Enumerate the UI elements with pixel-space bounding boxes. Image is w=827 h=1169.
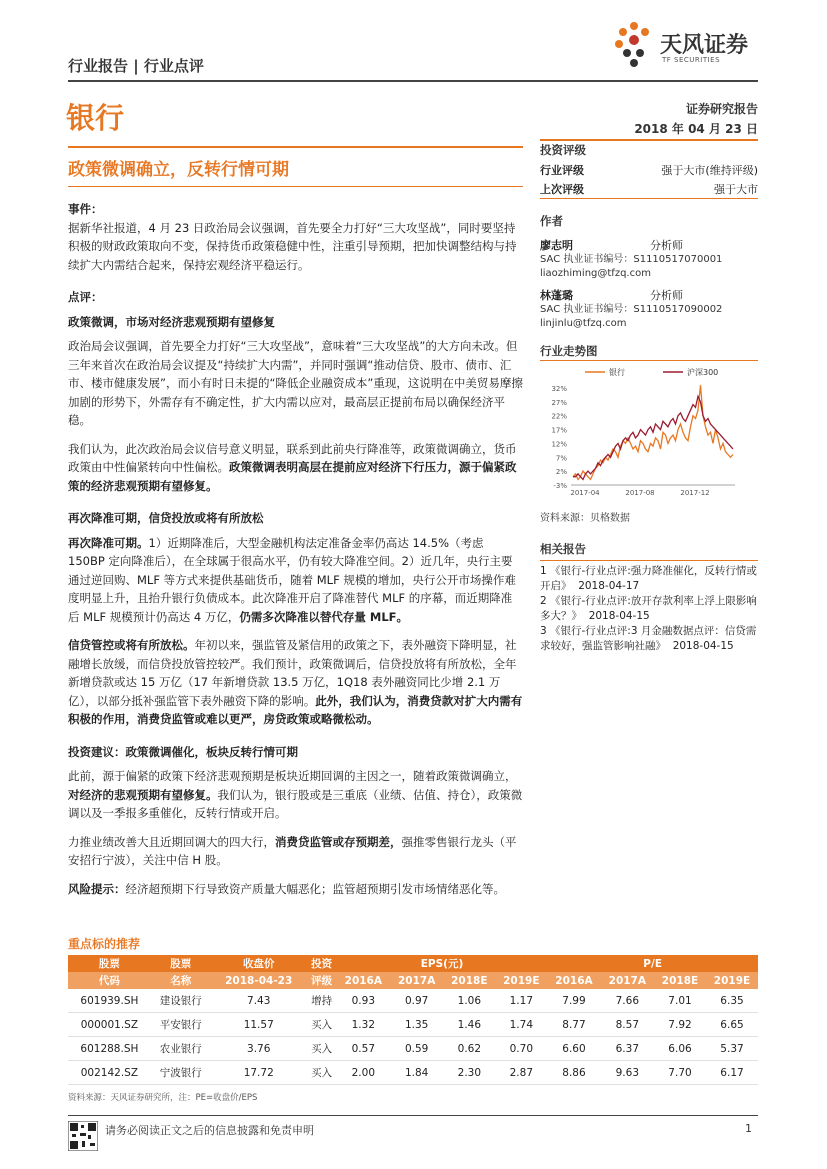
th-pe: P/E: [547, 955, 758, 972]
related-report-1-title[interactable]: 1 《银行-行业点评:强力降准催化，反转行情或开启》: [540, 565, 757, 592]
chart-source: 资料来源：贝格数据: [540, 513, 630, 524]
table-cell: 17.72: [211, 1061, 307, 1085]
table-cell: 6.65: [706, 1013, 758, 1037]
table-cell: 0.59: [390, 1037, 443, 1061]
table-cell: 2.00: [337, 1061, 390, 1085]
section3-heading: 投资建议：政策微调催化，板块反转行情可期: [68, 744, 298, 759]
related-heading: 相关报告: [540, 542, 586, 556]
legend-label-0: 银行: [609, 368, 625, 377]
related-report-2[interactable]: [540, 594, 758, 624]
th-close: 收盘价: [211, 955, 307, 972]
table-cell: 7.70: [654, 1061, 706, 1085]
table-cell: 11.57: [211, 1013, 307, 1037]
related-report-3-title[interactable]: 3 《银行-行业点评:3 月金融数据点评：信贷需求较好，强监管影响社融》: [540, 625, 757, 652]
table-cell: 000001.SZ: [68, 1013, 151, 1037]
table-cell: 0.57: [337, 1037, 390, 1061]
header-rule: [68, 80, 758, 82]
author-1: [540, 237, 758, 281]
th2-col-3: 评级: [307, 972, 337, 989]
legend-label-1: 沪深300: [687, 368, 719, 377]
y-tick-label: 2%: [555, 468, 567, 477]
section3-para1-bold: 对经济的悲观预期有望修复。: [68, 787, 218, 802]
table-row: [68, 1037, 758, 1061]
related-report-3[interactable]: [540, 624, 758, 654]
table-cell: 7.01: [654, 989, 706, 1013]
section3-para1-text-c: 我们认为，银行股或是三重底（业绩、估值、持仓），政策微调以及一季报多重催化，反转行情或开启。: [68, 787, 523, 820]
table-cell: 2.30: [443, 1061, 495, 1085]
y-tick-label: 7%: [555, 454, 567, 463]
section2-heading: 再次降准可期，信贷投放或将有所放松: [68, 511, 264, 525]
industry-rating-value: 强于大市(维持评级): [661, 164, 758, 177]
table-cell: 7.92: [654, 1013, 706, 1037]
table-cell: 0.62: [443, 1037, 495, 1061]
section1-para2-text: 我们认为，此次政治局会议信号意义明显，联系到此前央行降准等，政策微调确立，货币政策由中性偏紧转向中性偏松。: [68, 441, 517, 474]
section1-para2: [68, 440, 523, 496]
authors-heading: 作者: [540, 214, 563, 228]
event-heading: 事件：: [68, 202, 103, 216]
table-cell: 宁波银行: [151, 1061, 211, 1085]
industry-rating-label: 行业评级: [540, 164, 584, 177]
author-1-name: 廖志明: [540, 239, 573, 252]
main-body: [68, 200, 523, 908]
y-tick-label: 17%: [551, 426, 567, 435]
table-cell: 1.46: [443, 1013, 495, 1037]
sidebar-rule-2: [540, 198, 758, 199]
y-tick-label: 12%: [551, 440, 567, 449]
trend-heading-wrap: [540, 343, 758, 359]
table-cell: 1.17: [495, 989, 547, 1013]
risk-text: 经济超预期下行导致资产质量大幅恶化；监管超预期引发市场情绪恶化等。: [125, 881, 505, 896]
th-stock-name: 股票: [151, 955, 211, 972]
industry-trend-chart: [545, 360, 758, 505]
section2-para1: [68, 534, 523, 627]
section3-para1-text-a: 此前，源于偏紧的政策下经济悲观预期是板块近期回调的主因之一，随着政策微调确立，: [68, 769, 517, 783]
report-type: 证券研究报告: [685, 102, 758, 116]
qr-code-icon: [68, 1121, 98, 1151]
sector-title: 银行: [66, 101, 125, 135]
table-cell: 建设银行: [151, 989, 211, 1013]
brand-name-en: TF SECURITIES: [662, 56, 721, 64]
report-category: 行业报告 | 行业点评: [68, 57, 204, 75]
table-cell: 8.57: [601, 1013, 654, 1037]
author-2-role: 分析师: [650, 289, 683, 302]
table-cell: 买入: [307, 1061, 337, 1085]
th2-col-11: 2019E: [706, 972, 758, 989]
risk-warning: [68, 880, 523, 899]
table-cell: 6.35: [706, 989, 758, 1013]
table-cell: 0.97: [390, 989, 443, 1013]
related-report-1-date: 2018-04-17: [578, 580, 640, 592]
x-tick-label: 2017-08: [625, 489, 655, 497]
y-tick-label: 27%: [551, 398, 567, 407]
section2-para2-bold: 此外，我们认为，消费贷款对扩大内需有积极的作用，消费贷监管或难以更严，房贷政策或略微松动。: [68, 693, 523, 726]
author-1-role: 分析师: [650, 239, 683, 252]
sidebar-rule-top: [540, 139, 758, 141]
th2-col-2: 2018-04-23: [211, 972, 307, 989]
y-tick-label: 32%: [551, 385, 567, 393]
section2-para2-lead: 信贷管控或将有所放松。: [68, 638, 195, 652]
footer-disclaimer[interactable]: 请务必阅读正文之后的信息披露和免责申明: [105, 1124, 314, 1137]
th2-col-4: 2016A: [337, 972, 390, 989]
table-cell: 601939.SH: [68, 989, 151, 1013]
section3-para1: [68, 767, 523, 823]
table-cell: 农业银行: [151, 1037, 211, 1061]
table-cell: 买入: [307, 1037, 337, 1061]
section3-para2-text-a: 力推业绩改善大且近期回调大的四大行，: [68, 834, 275, 849]
table-cell: 601288.SH: [68, 1037, 151, 1061]
table-cell: 9.63: [601, 1061, 654, 1085]
related-report-1[interactable]: [540, 564, 758, 594]
footer-rule: [68, 1115, 758, 1116]
th2-col-6: 2018E: [443, 972, 495, 989]
table-cell: 0.70: [495, 1037, 547, 1061]
stock-table-section: [68, 935, 758, 1103]
last-rating-label: 上次评级: [540, 183, 584, 196]
page-number: 1: [745, 1122, 752, 1135]
x-tick-label: 2017-04: [570, 489, 600, 497]
th2-col-1: 名称: [151, 972, 211, 989]
section1-para2-bold: 政策微调表明高层在提前应对经济下行压力，源于偏紧政策的经济悲观预期有望修复。: [68, 460, 517, 493]
table-cell: 1.32: [337, 1013, 390, 1037]
table-cell: 6.06: [654, 1037, 706, 1061]
table-cell: 3.76: [211, 1037, 307, 1061]
report-date: 2018 年 04 月 23 日: [634, 122, 758, 136]
section3-para2: [68, 833, 523, 870]
sidebar: [540, 142, 758, 196]
related-reports: [540, 541, 758, 654]
trend-heading: 行业走势图: [540, 344, 598, 358]
th2-col-8: 2016A: [547, 972, 600, 989]
section3-para2-bold: 消费贷监管或存预期差，: [275, 834, 402, 849]
section1-para1: 政治局会议强调，首先要全力打好“三大攻坚战”，意味着“三大攻坚战”的大方向未改。但三年来首次在政治局会议提及“持续扩大内需”，并同时强调“推动信贷、股市、债市、汇市、楼市健康发展”，而小有时日未提的“降低企业融资成本”重现，这说明在中美贸易摩擦加剧的形势下，外需存有不确定性，扩大内需以应对，最高层正提前布局以确保经济平稳。: [68, 339, 523, 427]
th2-col-9: 2017A: [601, 972, 654, 989]
table-cell: 2.87: [495, 1061, 547, 1085]
table-cell: 7.43: [211, 989, 307, 1013]
section2-para2-text: 年初以来，强监管及紧信用的政策之下，表外融资下降明显，社融增长放缓，而信贷投放管控较严。我们预计，政策微调后，信贷投放将有所放松，全年新增贷款或达 15 万亿（17 年新增贷款 13.5 万亿，1Q18 表外融资同比少增 2.1 万亿），以部分抵补强监管下表外融资下降的影响。: [68, 638, 517, 708]
th2-col-0: 代码: [68, 972, 151, 989]
th2-col-7: 2019E: [495, 972, 547, 989]
author-2: [540, 287, 758, 331]
brand-logo: [610, 20, 760, 70]
related-report-2-title[interactable]: 2 《银行-行业点评:放开存款利率上浮上限影响多大？》: [540, 595, 757, 622]
last-rating-value: 强于大市: [714, 183, 758, 196]
table-cell: 1.84: [390, 1061, 443, 1085]
table-cell: 1.35: [390, 1013, 443, 1037]
related-report-3-date: 2018-04-15: [672, 640, 734, 652]
title-rule-bottom: [68, 186, 523, 187]
table-cell: 002142.SZ: [68, 1061, 151, 1085]
x-tick-label: 2017-12: [680, 489, 710, 497]
section3-para2-text-c: 强推零售银行龙头（平安招行宁波），关注中信 H 股。: [68, 834, 517, 867]
th-stock-code: 股票: [68, 955, 151, 972]
table-title: 重点标的推荐: [68, 937, 141, 951]
table-cell: 6.60: [547, 1037, 600, 1061]
th2-col-5: 2017A: [390, 972, 443, 989]
table-cell: 8.86: [547, 1061, 600, 1085]
table-cell: 6.37: [601, 1037, 654, 1061]
section2-para1-bold: 仍需多次降准以替代存量 MLF。: [239, 609, 409, 624]
brand-name-cn: 天风证券: [660, 33, 749, 58]
author-2-name: 林蓬璐: [540, 289, 573, 302]
table-cell: 7.99: [547, 989, 600, 1013]
table-cell: 0.93: [337, 989, 390, 1013]
tf-logo-icon: [610, 20, 658, 68]
th2-col-10: 2018E: [654, 972, 706, 989]
risk-lead: 风险提示：: [68, 881, 126, 896]
stock-table: [68, 955, 758, 1085]
th-eps: EPS(元): [337, 955, 548, 972]
table-row: [68, 1013, 758, 1037]
comment-heading: 点评：: [68, 290, 103, 304]
table-source: 资料来源：天风证券研究所，注：PE=收盘价/EPS: [68, 1093, 258, 1103]
table-cell: 增持: [307, 989, 337, 1013]
title-rule-top: [68, 146, 523, 148]
table-cell: 6.17: [706, 1061, 758, 1085]
table-cell: 平安银行: [151, 1013, 211, 1037]
page-title: 政策微调确立，反转行情可期: [68, 160, 289, 180]
table-cell: 5.37: [706, 1037, 758, 1061]
section2-para1-lead: 再次降准可期。: [68, 535, 149, 550]
th-rating: 投资: [307, 955, 337, 972]
table-cell: 1.74: [495, 1013, 547, 1037]
rating-heading: 投资评级: [540, 143, 586, 157]
author-2-email[interactable]: linjinlu@tfzq.com: [540, 318, 627, 329]
table-cell: 7.66: [601, 989, 654, 1013]
table-cell: 1.06: [443, 989, 495, 1013]
author-2-cert: SAC 执业证书编号：S1110517090002: [540, 304, 723, 315]
y-tick-label: -3%: [553, 482, 567, 490]
y-tick-label: 22%: [551, 412, 567, 421]
authors-block: [540, 213, 758, 331]
section2-para2: [68, 636, 523, 729]
related-report-2-date: 2018-04-15: [588, 610, 650, 622]
table-cell: 8.77: [547, 1013, 600, 1037]
section1-heading: 政策微调，市场对经济悲观预期有望修复: [68, 314, 275, 329]
table-row: [68, 1061, 758, 1085]
author-1-email[interactable]: liaozhiming@tfzq.com: [540, 268, 651, 279]
author-1-cert: SAC 执业证书编号：S1110517070001: [540, 254, 723, 265]
table-row: [68, 989, 758, 1013]
section2-para1-text: 1）近期降准后，大型金融机构法定准备金率仍高达 14.5%（考虑 150BP 定向降准后），在全球属于很高水平，仍有较大降准空间。2）近几年，央行主要通过逆回购、MLF 等方式来提供基础货币，随着 MLF 规模的增加，央行公开市场操作难度明显上升，且抬升银行负债成本。此次降准开启了降准替代 MLF 的序幕，而近期降准后 MLF 规模预计仍高达 4 万亿，: [68, 535, 516, 624]
table-cell: 买入: [307, 1013, 337, 1037]
event-text: 据新华社报道，4 月 23 日政治局会议强调，首先要全力打好“三大攻坚战”，同时要坚持积极的财政政策取向不变，保持货币政策稳健中性，注重引导预期，把加快调整结构与持续扩大内需结合起来，保持宏观经济平稳运行。: [68, 220, 517, 272]
